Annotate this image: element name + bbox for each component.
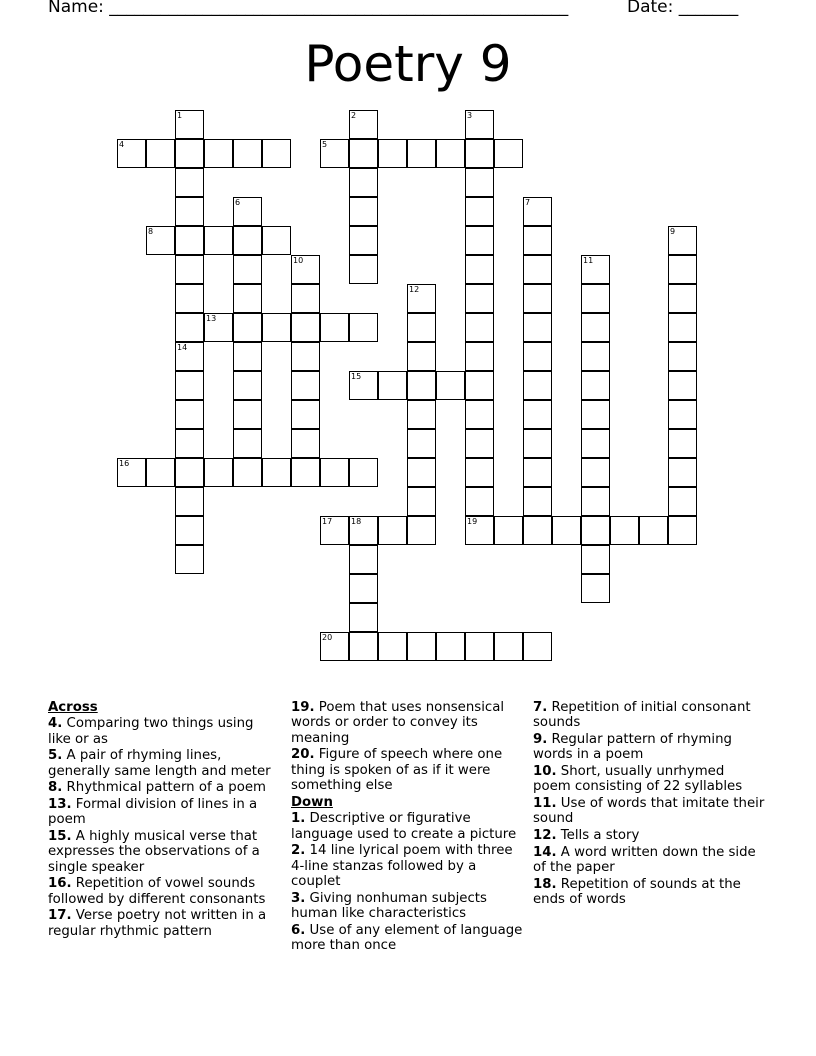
grid-cell[interactable] (349, 632, 378, 661)
grid-cell[interactable] (175, 487, 204, 516)
clue-number: 4 (119, 140, 125, 149)
grid-cell[interactable] (291, 371, 320, 400)
down-heading: Down (291, 794, 333, 810)
grid-cell[interactable] (349, 458, 378, 487)
grid-cell[interactable] (523, 313, 552, 342)
grid-cell[interactable] (291, 458, 320, 487)
grid-cell[interactable] (523, 429, 552, 458)
grid-cell[interactable] (378, 371, 407, 400)
grid-cell[interactable] (581, 313, 610, 342)
down-clue: 18. Repetition of sounds at the ends of words (533, 876, 741, 907)
clue-column-1 (48, 700, 280, 940)
grid-cell[interactable] (668, 429, 697, 458)
grid-cell[interactable] (233, 197, 262, 226)
grid-cell[interactable] (349, 226, 378, 255)
grid-cell[interactable] (175, 139, 204, 168)
grid-cell[interactable] (668, 371, 697, 400)
grid-cell[interactable] (378, 632, 407, 661)
grid-cell[interactable] (581, 342, 610, 371)
clue-number: 2 (351, 111, 357, 120)
grid-cell[interactable] (146, 458, 175, 487)
grid-cell[interactable] (465, 255, 494, 284)
grid-cell[interactable] (436, 632, 465, 661)
name-field-label: Name: ______________________________________________________ (48, 0, 569, 17)
grid-cell[interactable] (233, 139, 262, 168)
grid-cell[interactable] (262, 458, 291, 487)
grid-cell[interactable] (668, 458, 697, 487)
grid-cell[interactable] (291, 255, 320, 284)
down-clue: 11. Use of words that imitate their sound (533, 796, 765, 827)
down-clue: 10. Short, usually unrhymed poem consisting of 22 syllables (533, 764, 743, 795)
grid-cell[interactable] (117, 458, 146, 487)
grid-cell[interactable] (175, 458, 204, 487)
grid-cell[interactable] (668, 284, 697, 313)
grid-cell[interactable] (581, 545, 610, 574)
grid-cell[interactable] (581, 516, 610, 545)
grid-cell[interactable] (523, 458, 552, 487)
grid-cell[interactable] (465, 226, 494, 255)
grid-cell[interactable] (233, 226, 262, 255)
grid-cell[interactable] (233, 371, 262, 400)
grid-cell[interactable] (407, 516, 436, 545)
clue-number: 7 (525, 198, 531, 207)
clue-number: 16 (119, 459, 130, 468)
grid-cell[interactable] (581, 371, 610, 400)
grid-cell[interactable] (465, 632, 494, 661)
date-field-label: Date: _______ (627, 0, 739, 17)
clue-number: 20 (322, 633, 333, 642)
grid-cell[interactable] (175, 429, 204, 458)
grid-cell[interactable] (523, 516, 552, 545)
grid-cell[interactable] (639, 516, 668, 545)
grid-cell[interactable] (117, 139, 146, 168)
across-clue: 16. Repetition of vowel sounds followed by different consonants (48, 876, 266, 907)
grid-cell[interactable] (465, 516, 494, 545)
grid-cell[interactable] (407, 139, 436, 168)
grid-cell[interactable] (494, 632, 523, 661)
grid-cell[interactable] (465, 168, 494, 197)
clue-number: 17 (322, 517, 333, 526)
grid-cell[interactable] (465, 110, 494, 139)
grid-cell[interactable] (465, 313, 494, 342)
grid-cell[interactable] (465, 371, 494, 400)
clue-number: 6 (235, 198, 241, 207)
grid-cell[interactable] (465, 487, 494, 516)
grid-cell[interactable] (407, 400, 436, 429)
grid-cell[interactable] (523, 400, 552, 429)
across-clue: 15. A highly musical verse that expresses the observations of a single speaker (48, 829, 260, 875)
grid-cell[interactable] (378, 516, 407, 545)
grid-cell[interactable] (320, 458, 349, 487)
grid-cell[interactable] (262, 139, 291, 168)
grid-cell[interactable] (378, 139, 407, 168)
grid-cell[interactable] (349, 371, 378, 400)
across-heading: Across (48, 700, 98, 715)
grid-cell[interactable] (465, 429, 494, 458)
grid-cell[interactable] (146, 226, 175, 255)
grid-cell[interactable] (523, 342, 552, 371)
clue-number: 19 (467, 517, 478, 526)
across-clue: 4. Comparing two things using like or as (48, 716, 254, 747)
grid-cell[interactable] (581, 429, 610, 458)
across-clue: 19. Poem that uses nonsensical words or order to convey its meaning (291, 700, 505, 746)
grid-cell[interactable] (175, 313, 204, 342)
down-clue: 2. 14 line lyrical poem with three 4-line stanzas followed by a couplet (291, 843, 513, 890)
grid-cell[interactable] (175, 284, 204, 313)
grid-cell[interactable] (291, 429, 320, 458)
grid-cell[interactable] (494, 516, 523, 545)
clue-number: 8 (148, 227, 154, 236)
grid-cell[interactable] (523, 487, 552, 516)
grid-cell[interactable] (175, 110, 204, 139)
across-clue: 17. Verse poetry not written in a regular rhythmic pattern (48, 908, 267, 939)
grid-cell[interactable] (407, 284, 436, 313)
clue-number: 12 (409, 285, 420, 294)
grid-cell[interactable] (175, 342, 204, 371)
across-clue: 20. Figure of speech where one thing is spoken of as if it were something else (291, 747, 503, 794)
across-clue: 5. A pair of rhyming lines, generally same length and meter (48, 748, 271, 779)
grid-cell[interactable] (465, 342, 494, 371)
grid-cell[interactable] (610, 516, 639, 545)
grid-cell[interactable] (581, 400, 610, 429)
grid-cell[interactable] (668, 342, 697, 371)
clue-column-2 (291, 700, 523, 955)
grid-cell[interactable] (291, 342, 320, 371)
grid-cell[interactable] (349, 313, 378, 342)
grid-cell[interactable] (581, 255, 610, 284)
grid-cell[interactable] (233, 313, 262, 342)
page-title: Poetry 9 (304, 35, 512, 93)
grid-cell[interactable] (465, 197, 494, 226)
grid-cell[interactable] (175, 168, 204, 197)
clue-number: 9 (670, 227, 676, 236)
clue-number: 5 (322, 140, 328, 149)
grid-cell[interactable] (436, 139, 465, 168)
grid-cell[interactable] (291, 284, 320, 313)
grid-cell[interactable] (581, 574, 610, 603)
grid-cell[interactable] (494, 139, 523, 168)
grid-cell[interactable] (175, 371, 204, 400)
down-clue: 6. Use of any element of language more than once (291, 922, 523, 954)
down-clue: 14. A word written down the side of the paper (533, 844, 756, 875)
down-clue: 7. Repetition of initial consonant sounds (533, 700, 751, 731)
grid-cell[interactable] (320, 313, 349, 342)
grid-cell[interactable] (233, 284, 262, 313)
down-clue: 9. Regular pattern of rhyming words in a poem (533, 732, 732, 763)
grid-cell[interactable] (407, 458, 436, 487)
clue-number: 15 (351, 372, 362, 381)
grid-cell[interactable] (523, 284, 552, 313)
grid-cell[interactable] (465, 284, 494, 313)
down-clue: 3. Giving nonhuman subjects human like characteristics (291, 890, 487, 922)
grid-cell[interactable] (581, 458, 610, 487)
grid-cell[interactable] (175, 545, 204, 574)
clue-number: 3 (467, 111, 473, 120)
grid-cell[interactable] (233, 400, 262, 429)
grid-cell[interactable] (175, 255, 204, 284)
grid-cell[interactable] (349, 516, 378, 545)
grid-cell[interactable] (407, 487, 436, 516)
grid-cell[interactable] (523, 371, 552, 400)
grid-cell[interactable] (349, 255, 378, 284)
grid-cell[interactable] (668, 487, 697, 516)
grid-cell[interactable] (581, 487, 610, 516)
down-clue: 12. Tells a story (533, 828, 640, 843)
grid-cell[interactable] (523, 197, 552, 226)
clue-column-3 (533, 700, 765, 909)
grid-cell[interactable] (668, 226, 697, 255)
grid-cell[interactable] (204, 139, 233, 168)
grid-cell[interactable] (407, 429, 436, 458)
grid-cell[interactable] (262, 226, 291, 255)
grid-cell[interactable] (581, 284, 610, 313)
grid-cell[interactable] (146, 139, 175, 168)
grid-cell[interactable] (523, 226, 552, 255)
grid-cell[interactable] (407, 313, 436, 342)
grid-cell[interactable] (465, 458, 494, 487)
grid-cell[interactable] (204, 313, 233, 342)
clue-number: 13 (206, 314, 217, 323)
grid-cell[interactable] (668, 516, 697, 545)
grid-cell[interactable] (523, 632, 552, 661)
grid-cell[interactable] (349, 545, 378, 574)
grid-cell[interactable] (668, 400, 697, 429)
clue-number: 18 (351, 517, 362, 526)
clue-number: 1 (177, 111, 183, 120)
grid-cell[interactable] (175, 400, 204, 429)
grid-cell[interactable] (349, 197, 378, 226)
grid-cell[interactable] (320, 516, 349, 545)
grid-cell[interactable] (262, 313, 291, 342)
grid-cell[interactable] (465, 139, 494, 168)
grid-cell[interactable] (349, 574, 378, 603)
grid-cell[interactable] (175, 226, 204, 255)
clue-number: 11 (583, 256, 594, 265)
grid-cell[interactable] (291, 400, 320, 429)
grid-cell[interactable] (407, 342, 436, 371)
across-clue: 13. Formal division of lines in a poem (48, 797, 258, 828)
clue-number: 14 (177, 343, 188, 352)
grid-cell[interactable] (349, 603, 378, 632)
grid-cell[interactable] (349, 139, 378, 168)
grid-cell[interactable] (552, 516, 581, 545)
grid-cell[interactable] (407, 632, 436, 661)
down-clue: 1. Descriptive or figurative language used to create a picture (291, 811, 517, 842)
grid-cell[interactable] (175, 516, 204, 545)
grid-cell[interactable] (436, 371, 465, 400)
grid-cell[interactable] (204, 226, 233, 255)
grid-cell[interactable] (523, 255, 552, 284)
across-clue: 8. Rhythmical pattern of a poem (48, 780, 266, 796)
grid-cell[interactable] (465, 400, 494, 429)
grid-cell[interactable] (668, 313, 697, 342)
grid-cell[interactable] (668, 255, 697, 284)
grid-cell[interactable] (349, 168, 378, 197)
grid-cell[interactable] (175, 197, 204, 226)
grid-cell[interactable] (233, 429, 262, 458)
grid-cell[interactable] (320, 139, 349, 168)
grid-cell[interactable] (407, 371, 436, 400)
grid-cell[interactable] (349, 110, 378, 139)
grid-cell[interactable] (233, 458, 262, 487)
grid-cell[interactable] (233, 255, 262, 284)
grid-cell[interactable] (233, 342, 262, 371)
grid-cell[interactable] (291, 313, 320, 342)
grid-cell[interactable] (204, 458, 233, 487)
clue-number: 10 (293, 256, 304, 265)
grid-cell[interactable] (320, 632, 349, 661)
